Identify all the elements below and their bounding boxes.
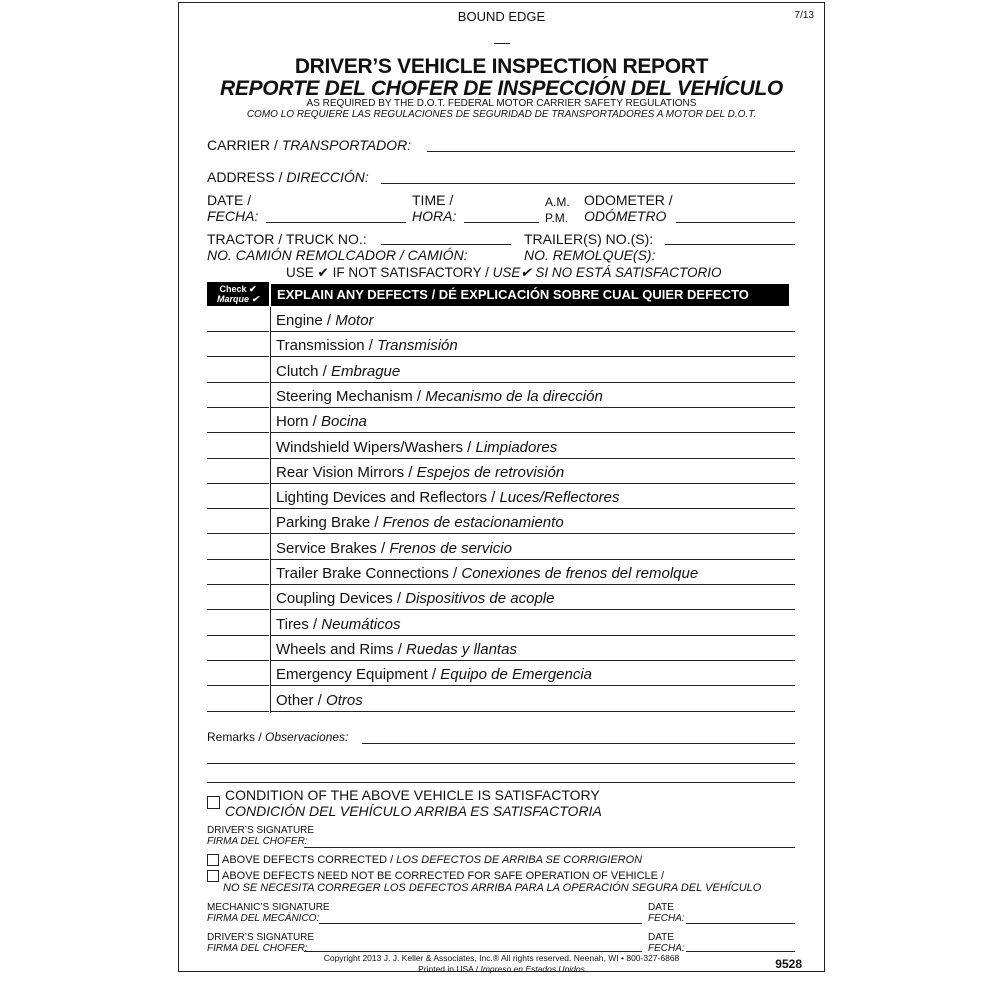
odometer-label-en: ODOMETER / bbox=[584, 192, 673, 208]
item-check-field[interactable] bbox=[207, 660, 269, 661]
item-check-field[interactable] bbox=[207, 559, 269, 560]
remarks-line-1[interactable] bbox=[362, 743, 795, 744]
inspection-item-label bbox=[276, 439, 557, 456]
item-label-es: Frenos de estacionamiento bbox=[382, 514, 564, 532]
item-label-en: Wheels and Rims / bbox=[276, 640, 407, 658]
time-label-es: HORA: bbox=[412, 208, 457, 224]
item-label-en: Rear Vision Mirrors / bbox=[276, 463, 417, 481]
item-check-field[interactable] bbox=[207, 331, 269, 332]
item-defect-field[interactable] bbox=[271, 660, 795, 661]
item-defect-field[interactable] bbox=[271, 382, 795, 383]
item-defect-field[interactable] bbox=[271, 458, 795, 459]
item-defect-field[interactable] bbox=[271, 711, 795, 712]
inspection-item-label bbox=[276, 666, 592, 683]
item-defect-field[interactable] bbox=[271, 483, 795, 484]
item-check-field[interactable] bbox=[207, 711, 269, 712]
item-defect-field[interactable] bbox=[271, 584, 795, 585]
am-label[interactable]: A.M. bbox=[545, 195, 570, 209]
item-label-en: Parking Brake / bbox=[276, 514, 383, 532]
defects-not-needed-en: ABOVE DEFECTS NEED NOT BE CORRECTED FOR SAFE OPERATION OF VEHICLE / bbox=[222, 870, 665, 882]
item-check-field[interactable] bbox=[207, 483, 269, 484]
bound-edge-label: BOUND EDGE bbox=[457, 9, 546, 24]
subtitle-english: AS REQUIRED BY THE D.O.T. FEDERAL MOTOR CARRIER SAFETY REGULATIONS bbox=[306, 98, 697, 109]
title-spanish: REPORTE DEL CHOFER DE INSPECCIÓN DEL VEHÍCULO bbox=[220, 77, 783, 100]
divider bbox=[494, 43, 510, 44]
item-check-field[interactable] bbox=[207, 685, 269, 686]
item-defect-field[interactable] bbox=[271, 508, 795, 509]
check-column-header bbox=[207, 282, 269, 306]
item-label-en: Trailer Brake Connections / bbox=[276, 565, 462, 582]
remarks-line-3[interactable] bbox=[207, 782, 795, 783]
inspection-item-label bbox=[276, 363, 400, 380]
inspection-form bbox=[178, 2, 825, 972]
defects-header-label: EXPLAIN ANY DEFECTS / DÉ EXPLICACIÓN SOBRE CUAL QUIER DEFECTO bbox=[277, 287, 749, 302]
remarks-label bbox=[207, 730, 348, 744]
satisfactory-checkbox[interactable] bbox=[207, 796, 220, 814]
item-label-en: Lighting Devices and Reflectors / bbox=[276, 489, 500, 507]
item-label-en: Steering Mechanism / bbox=[276, 387, 426, 405]
odometer-field[interactable] bbox=[676, 222, 795, 223]
inspection-item-label bbox=[276, 616, 400, 633]
item-label-es: Ruedas y llantas bbox=[406, 640, 517, 658]
check-header-en: Check ✔ bbox=[219, 284, 257, 294]
trailer-label-es: NO. REMOLQUE(S): bbox=[524, 247, 656, 263]
item-label-es: Limpiadores bbox=[475, 438, 558, 456]
inspection-item-label bbox=[276, 312, 374, 329]
address-label-es: DIRECCIÓN: bbox=[286, 169, 369, 185]
inspection-item-label bbox=[276, 388, 603, 405]
item-label-en: Coupling Devices / bbox=[276, 590, 406, 608]
mechanic-signature-label-en: MECHANIC’S SIGNATURE bbox=[207, 902, 330, 913]
date-label-en: DATE / bbox=[207, 192, 252, 208]
carrier-field[interactable] bbox=[427, 151, 795, 152]
item-defect-field[interactable] bbox=[271, 432, 795, 433]
item-defect-field[interactable] bbox=[271, 356, 795, 357]
item-label-en: Tires / bbox=[276, 615, 322, 633]
item-label-en: Service Brakes / bbox=[276, 539, 390, 557]
use-check-instructions bbox=[286, 265, 721, 281]
driver-signature-label-en: DRIVER’S SIGNATURE bbox=[207, 825, 315, 836]
inspection-item-label bbox=[276, 464, 564, 481]
use-check-es: USE✔ SI NO ESTÁ SATISFACTORIO bbox=[492, 265, 722, 280]
item-label-en: Horn / bbox=[276, 413, 322, 431]
driver-date-field[interactable] bbox=[686, 951, 795, 952]
item-label-es: Equipo de Emergencia bbox=[440, 666, 593, 684]
address-label bbox=[207, 169, 369, 185]
printed-in-usa bbox=[179, 964, 824, 974]
driver-date-label-en: DATE bbox=[648, 932, 674, 943]
item-check-field[interactable] bbox=[207, 609, 269, 610]
inspection-item-label bbox=[276, 565, 698, 582]
column-divider bbox=[270, 307, 271, 713]
driver-signature2-label-en: DRIVER’S SIGNATURE bbox=[207, 932, 315, 943]
item-defect-field[interactable] bbox=[271, 407, 795, 408]
title-english: DRIVER’S VEHICLE INSPECTION REPORT bbox=[294, 55, 709, 78]
item-label-es: Transmisión bbox=[377, 337, 458, 355]
driver-signature-label-es: FIRMA DEL CHOFER: bbox=[207, 836, 308, 847]
address-field[interactable] bbox=[381, 183, 795, 184]
item-defect-field[interactable] bbox=[271, 533, 795, 534]
defects-not-needed-option[interactable] bbox=[207, 870, 664, 882]
remarks-label-es: Observaciones: bbox=[265, 730, 349, 744]
item-label-en: Emergency Equipment / bbox=[276, 666, 441, 684]
defects-corrected-option[interactable] bbox=[207, 854, 642, 866]
date-label-es: FECHA: bbox=[207, 208, 259, 224]
item-check-field[interactable] bbox=[207, 508, 269, 509]
mechanic-date-label-en: DATE bbox=[648, 902, 674, 913]
inspection-item-label bbox=[276, 540, 512, 557]
defects-corrected-es: LOS DEFECTOS DE ARRIBA SE CORRIGIERON bbox=[396, 854, 643, 866]
item-label-es: Embrague bbox=[331, 362, 401, 380]
item-label-es: Bocina bbox=[321, 413, 367, 431]
item-check-field[interactable] bbox=[207, 584, 269, 585]
tractor-label-en: TRACTOR / TRUCK NO.: bbox=[207, 231, 367, 247]
inspection-item-label bbox=[276, 590, 554, 607]
item-label-en: Transmission / bbox=[276, 337, 378, 355]
item-defect-field[interactable] bbox=[271, 331, 795, 332]
address-label-en: ADDRESS / bbox=[207, 169, 287, 185]
item-label-es: Frenos de servicio bbox=[389, 539, 512, 557]
inspection-item-label bbox=[276, 413, 367, 430]
item-check-field[interactable] bbox=[207, 432, 269, 433]
item-label-en: Clutch / bbox=[276, 362, 332, 380]
odometer-label-es: ODÓMETRO bbox=[584, 208, 667, 224]
inspection-item-label bbox=[276, 337, 458, 354]
item-defect-field[interactable] bbox=[271, 635, 795, 636]
satisfactory-label-en: CONDITION OF THE ABOVE VEHICLE IS SATISFACTORY bbox=[225, 787, 600, 803]
item-label-es: Neumáticos bbox=[321, 615, 401, 633]
item-defect-field[interactable] bbox=[271, 559, 795, 560]
driver-date-label-es: FECHA: bbox=[648, 943, 685, 954]
carrier-label-en: CARRIER / bbox=[207, 137, 282, 153]
mechanic-date-label-es: FECHA: bbox=[648, 913, 685, 924]
carrier-label-es: TRANSPORTADOR: bbox=[281, 137, 412, 153]
inspection-item-label bbox=[276, 641, 517, 658]
item-check-field[interactable] bbox=[207, 407, 269, 408]
driver-signature2-label-es: FIRMA DEL CHOFER: bbox=[207, 943, 308, 954]
trailer-label-en: TRAILER(S) NO.(S): bbox=[524, 231, 654, 247]
item-check-field[interactable] bbox=[207, 382, 269, 383]
item-label-es: Motor bbox=[335, 312, 374, 329]
form-number: 9528 bbox=[775, 957, 802, 971]
time-field[interactable] bbox=[464, 222, 539, 223]
mechanic-signature-label-es: FIRMA DEL MECÁNICO: bbox=[207, 913, 320, 924]
carrier-label bbox=[207, 137, 411, 153]
item-defect-field[interactable] bbox=[271, 685, 795, 686]
item-label-es: Dispositivos de acople bbox=[405, 590, 555, 608]
item-label-en: Windshield Wipers/Washers / bbox=[276, 438, 476, 456]
item-label-es: Luces/Reflectores bbox=[499, 489, 620, 507]
use-check-en: USE ✔ IF NOT SATISFACTORY / bbox=[286, 265, 493, 280]
item-label-es: Otros bbox=[326, 691, 363, 709]
revision-label: 7/13 bbox=[794, 10, 814, 21]
defects-corrected-checkbox[interactable] bbox=[207, 854, 219, 866]
driver-signature2-field[interactable] bbox=[304, 951, 642, 952]
item-check-field[interactable] bbox=[207, 356, 269, 357]
item-label-es: Mecanismo de la dirección bbox=[425, 387, 603, 405]
item-label-es: Conexiones de frenos del remolque bbox=[461, 565, 699, 582]
pm-label[interactable]: P.M. bbox=[545, 211, 569, 225]
inspection-item-label bbox=[276, 692, 363, 709]
item-label-en: Other / bbox=[276, 691, 327, 709]
defects-header bbox=[271, 284, 789, 306]
inspection-item-label bbox=[276, 489, 620, 506]
mechanic-date-field[interactable] bbox=[686, 923, 795, 924]
tractor-label-es: NO. CAMIÓN REMOLCADOR / CAMIÓN: bbox=[207, 247, 468, 263]
defects-corrected-en: ABOVE DEFECTS CORRECTED / bbox=[222, 854, 397, 866]
satisfactory-label-es: CONDICIÓN DEL VEHÍCULO ARRIBA ES SATISFACTORIA bbox=[225, 803, 602, 819]
printed-en: Printed in USA / bbox=[418, 964, 481, 974]
item-check-field[interactable] bbox=[207, 458, 269, 459]
mechanic-signature-field[interactable] bbox=[319, 923, 642, 924]
check-header-es: Marque ✔ bbox=[216, 294, 260, 304]
item-label-en: Engine / bbox=[276, 312, 336, 329]
tractor-field[interactable] bbox=[381, 244, 511, 245]
copyright-text: Copyright 2013 J. J. Keller & Associates, Inc.® All rights reserved. Neenah, WI • 800-327-6868 bbox=[323, 953, 680, 963]
remarks-line-2[interactable] bbox=[207, 763, 795, 764]
trailer-field[interactable] bbox=[665, 244, 795, 245]
inspection-item-label bbox=[276, 514, 564, 531]
item-check-field[interactable] bbox=[207, 533, 269, 534]
item-defect-field[interactable] bbox=[271, 609, 795, 610]
item-label-es: Espejos de retrovisión bbox=[416, 463, 565, 481]
remarks-label-en: Remarks / bbox=[207, 730, 266, 744]
driver-signature-field[interactable] bbox=[304, 847, 795, 848]
date-field[interactable] bbox=[266, 222, 406, 223]
defects-not-needed-es: NO SE NECESITA CORREGER LOS DEFECTOS ARRIBA PARA LA OPERACIÓN SEGURA DEL VEHÍCULO bbox=[223, 882, 762, 894]
defects-not-needed-checkbox[interactable] bbox=[207, 870, 219, 882]
item-check-field[interactable] bbox=[207, 635, 269, 636]
subtitle-spanish: COMO LO REQUIERE LAS REGULACIONES DE SEGURIDAD DE TRANSPORTADORES A MOTOR DEL D.O.T. bbox=[246, 109, 757, 120]
time-label-en: TIME / bbox=[412, 192, 454, 208]
printed-es: Impreso en Estados Unidos bbox=[480, 964, 585, 974]
